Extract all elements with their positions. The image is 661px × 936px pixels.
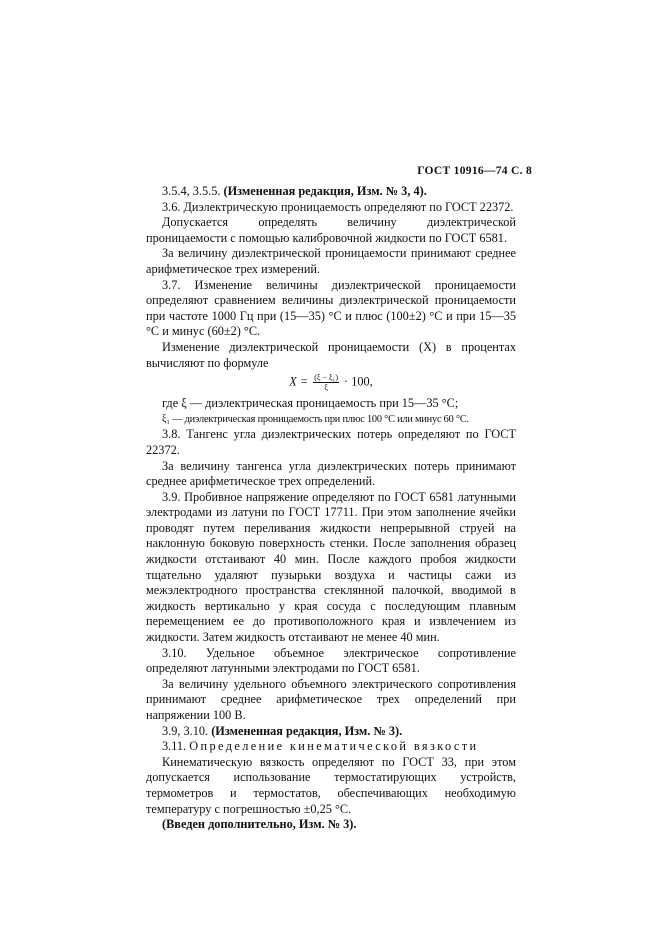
formula-rhs: · 100, (340, 374, 373, 389)
paragraph-resistance-average: За величину удельного объемного электрического сопротивления принимают среднее арифметическое трех определений при напряжении 100 В. (146, 676, 516, 722)
formula-legend-1: где ξ — диэлектрическая проницаемость при 15—35 °С; (162, 396, 459, 411)
document-body (146, 184, 516, 833)
paragraph-calibration: Допускается определять величину диэлектрической проницаемости с помощью калибровочной жидкости по ГОСТ 6581. (146, 215, 516, 245)
paragraph-3-6: 3.6. Диэлектрическую проницаемость определяют по ГОСТ 22372. (162, 199, 514, 214)
formula-lhs: X = (289, 374, 312, 389)
paragraph-average: За величину диэлектрической проницаемости принимают среднее арифметическое трех измерений. (146, 246, 516, 276)
clause-number: 3.9, 3.10. (162, 723, 212, 738)
formula-fraction (313, 373, 339, 392)
page-header: ГОСТ 10916—74 С. 8 (417, 165, 532, 177)
clause-number: 3.5.4, 3.5.5. (162, 184, 224, 198)
paragraph-3-7: 3.7. Изменение величины диэлектрической проницаемости определяют сравнением величины диэлектрической проницаемости при частоте 1000 Гц при (15—35) °С и плюс (100±2) °С и при 15—35 °С и минус (60±2) °С. (146, 277, 516, 339)
formula-denominator: ξ (324, 383, 328, 393)
paragraph-tangent-average: За величину тангенса угла диэлектрических потерь принимают среднее арифметическое трех определений. (146, 458, 516, 489)
amendment-note: (Измененная редакция, Изм. № 3, 4). (223, 184, 427, 198)
paragraph-3-10: 3.10. Удельное объемное электрическое сопротивление определяют латунными электродами по ГОСТ 6581. (146, 645, 516, 676)
paragraph-3-9-3-10 (146, 724, 516, 740)
paragraph-3-8: 3.8. Тангенс угла диэлектрических потерь определяют по ГОСТ 22372. (146, 427, 516, 457)
paragraph-formula-intro: Изменение диэлектрической проницаемости (X) в процентах вычисляют по формуле (146, 339, 516, 370)
clause-number: 3.11. (162, 739, 190, 754)
section-heading: Определение кинематической вязкости (189, 739, 479, 754)
amendment-note-final: (Введен дополнительно, Изм. № 3). (162, 817, 357, 832)
formula-numerator: (ξ − ξ₁) (314, 373, 338, 383)
formula-legend-2: ξ₁ — диэлектрическая проницаемость при плюс 100 °С или минус 60 °С. (162, 413, 469, 425)
paragraph-viscosity: Кинематическую вязкость определяют по ГОСТ 33, при этом допускается использование термостатирующих устройств, термометров и термостатов, обеспечивающих необходимую температуру с погрешностью ±0,25 °С. (146, 754, 516, 816)
amendment-note: (Измененная редакция, Изм. № 3). (211, 723, 403, 738)
paragraph-3-11 (146, 739, 516, 755)
paragraph-3-9: 3.9. Пробивное напряжение определяют по ГОСТ 6581 латунными электродами из латуни по ГОСТ 17711. При этом заполнение ячейки проводят путем переливания жидкости непрерывной струей на наклонную боковую поверхность стенки. После заполнения образец жидкости отстаивают 40 мин. После каждого пробоя жидкости тщательно удаляют пузырьки воздуха и частицы сажи из межэлектродного пространства стеклянной палочкой, вводимой в жидкость вертикально у края сосуда с последующим плавным перемещением ее до противоположного края и извлечением из жидкости. Затем жидкость отстаивают не менее 40 мин. (146, 489, 516, 645)
formula (146, 373, 516, 392)
paragraph-3-5-4 (146, 184, 516, 200)
